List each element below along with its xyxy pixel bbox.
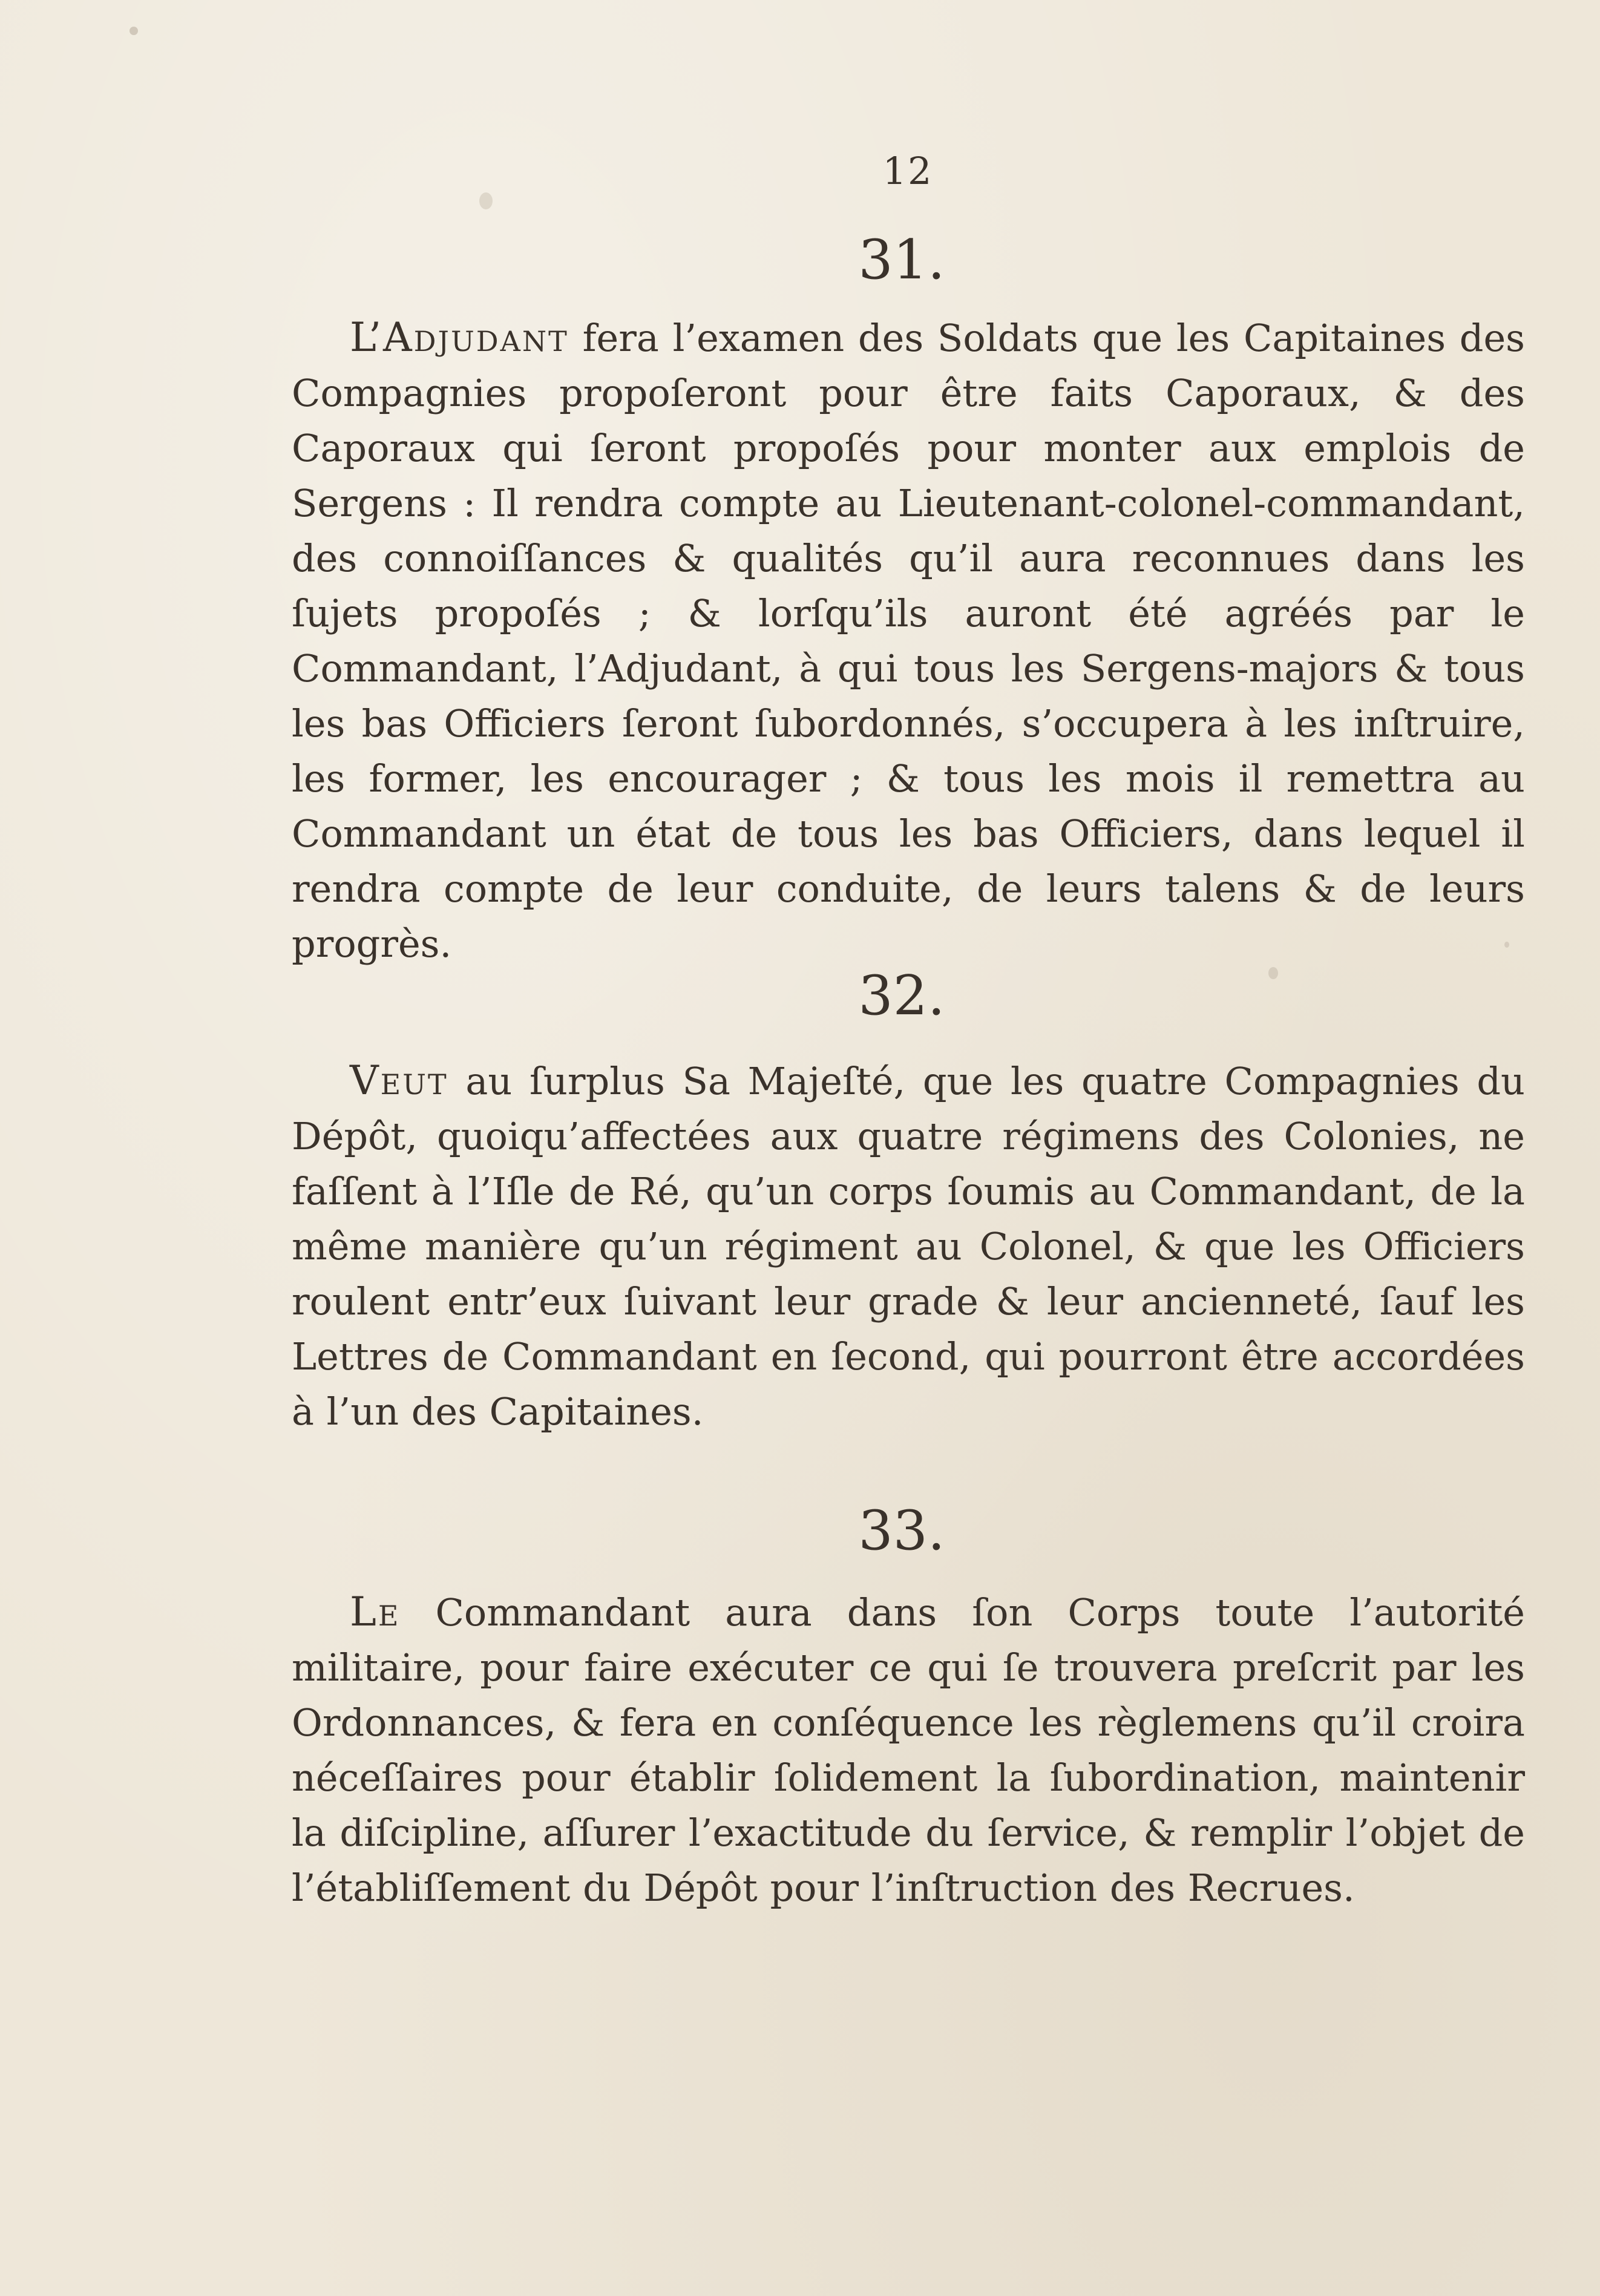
page-number: 12 <box>882 149 933 193</box>
article-33-text <box>292 1584 1525 1915</box>
article-31-lead-word: L’Adjudant <box>350 314 569 361</box>
article-31-text <box>292 310 1525 971</box>
paper-speck <box>479 192 493 209</box>
article-number-32: 32. <box>858 964 945 1028</box>
article-32-lead-word: Veut <box>350 1057 448 1104</box>
article-33-lead-word: Le <box>350 1589 401 1635</box>
article-32-text <box>292 1053 1525 1439</box>
article-number-31: 31. <box>858 228 945 292</box>
article-31-body: fera l’examen des Soldats que les Capitaines des Compagnies propoſeront pour être faits Caporaux, & des Caporaux qui ſeront propoſés pour monter aux emplois de Sergens : Il rendra compte au Lieutenant-colonel-commandant, des connoiſſances & qualités qu’il aura reconnues dans les ſujets propoſés ; & lorſqu’ils auront été agréés par le Commandant, l’Adjudant, à qui tous les Sergens-majors & tous les bas Officiers ſeront ſubordonnés, s’occupera à les inſtruire, les former, les encourager ; & tous les mois il remettra au Commandant un état de tous les bas Officiers, dans lequel il rendra compte de leur conduite, de leurs talens & de leurs progrès. <box>292 316 1525 966</box>
article-33-body: Commandant aura dans ſon Corps toute l’autorité militaire, pour faire exécuter ce qui ſe trouvera preſcrit par les Ordonnances, & fera en conſéquence les règlemens qu’il croira néceſſaires pour établir ſolidement la ſubordination, maintenir la diſcipline, aſſurer l’exactitude du ſervice, & remplir l’objet de l’établiſſement du Dépôt pour l’inſtruction des Recrues. <box>292 1590 1525 1910</box>
article-number-33: 33. <box>858 1499 945 1563</box>
paper-speck <box>130 27 138 35</box>
article-32-body: au ſurplus Sa Majeſté, que les quatre Compagnies du Dépôt, quoiqu’affectées aux quatre régimens des Colonies, ne faſſent à l’Iſle de Ré, qu’un corps ſoumis au Commandant, de la même manière qu’un régiment au Colonel, & que les Officiers roulent entr’eux ſuivant leur grade & leur ancienneté, ſauf les Lettres de Commandant en ſecond, qui pourront être accordées à l’un des Capitaines. <box>292 1059 1525 1434</box>
